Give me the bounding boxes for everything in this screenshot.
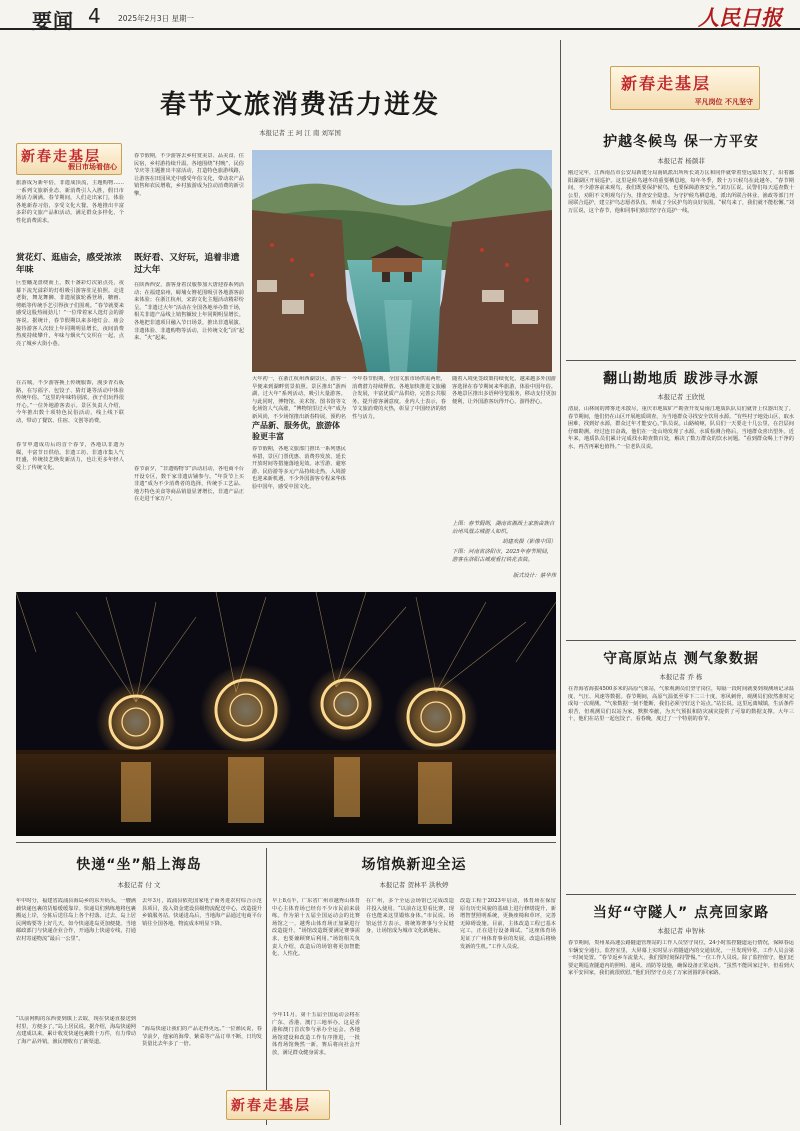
badge-subtitle: 平凡岗位 不凡坚守 <box>694 98 753 106</box>
article-text: 年中时分，福建省霞浦县海岛乡的东升码头，一艘满载快递包裹的货船缓缓靠岸。快递员们熟练地将包裹搬运上岸，分拣后送往岛上各个村落。过去，岛上居民网购要等上好几天，如今快递进岛更加便捷。当地邮政部门与快递企业合作，开通海上快递专线，打通农村寄递物流“最后一公里”。 <box>16 898 136 942</box>
photo-caption-top: 上图：春节假期，湖南省湘西土家族苗族自治州凤凰古城游人如织。 <box>452 521 555 535</box>
horizontal-divider <box>566 894 796 895</box>
main-headline: 春节文旅消费活力迸发 <box>159 90 440 120</box>
badge-subtitle: 假日市场看信心 <box>68 163 117 171</box>
article-byline: 本报记者 贺林平 洪秋婷 <box>379 881 449 889</box>
article-text: 今年11月，第十五届全国运动会将在广东、香港、澳门三地举办。这是香港和澳门首次参与承办全运会。各地场馆建设和改造工作有序推进，一批体育场馆焕然一新，赛后将向社会开放，满足群众健身需求。 <box>272 1012 360 1056</box>
section-head-products: 产品新、服务优，旅游体验更丰富 <box>252 421 340 441</box>
article-title-express: 快递“坐”船上海岛 <box>76 857 202 873</box>
article-text: 春节假期，不少游客去乡村赏美景、品美食、住民宿，乡村游持续升温。各地围绕“村晚”、民俗节庆等主题推出丰富活动，打造特色旅游线路，让游客在田园风光中感受年俗文化，带动农产品销售和农民增收，乡村旅游成为拉动消费的新引擎。 <box>134 153 244 197</box>
horizontal-divider <box>566 360 796 361</box>
article-text: 在广州，多个全运会场馆已完成改造并投入使用。“以前在这里看比赛，现在也能来这里锻炼身体。”市民说。场馆运营方表示，将统筹赛事与全民健身，让场馆成为城市文化新地标。 <box>366 898 454 935</box>
column-divider <box>560 40 561 1125</box>
page-number: 4 <box>88 4 101 28</box>
article-text: 刚过完年，江西南昌市公安局新建分局南矶派出所所长刘万匡和同伴就带着望远镜出发了，沿着鄱阳湖湖区开展巡护。这里是候鸟越冬的重要栖息地，每年冬季，数十万只候鸟在此越冬。“春节期间，不少游客前来观鸟，我们既要保护候鸟，也要保障游客安全。”刘万匡说。民警们每天巡查数十公里，劝阻不文明观鸟行为，排查安全隐患。为守护候鸟栖息地，派出所联合林业、渔政等部门开展联合巡护，建立护鸟志愿者队伍，形成了全民护鸟的良好氛围。“候鸟来了，我们就不能松懈。”刘万匡说，这个春节，他和同事们依旧坚守在巡护一线。 <box>568 170 794 214</box>
article-text: 早上8点半，广东省广州市越秀山体育中心主体育场已经有不少市民前来晨练。作为第十五届全国运动会的比赛场馆之一，越秀山体育场正加紧进行改造提升。“场馆改造既要满足赛事需求，也要兼顾赛后利用。”场馆相关负责人介绍，改造后的场馆将更加智能化、人性化。 <box>272 898 360 958</box>
article-text: “海岛快递让我们的产品走得更远。”一位渔民说，春节前夕，他家的海带、紫菜等产品订单不断，日均发货量比去年多了一倍。 <box>142 1026 262 1048</box>
iron-flower-image <box>16 592 556 836</box>
article-title-tunnel: 当好“守隧人” 点亮回家路 <box>592 905 770 921</box>
new-spring-badge-bottom <box>226 1090 330 1120</box>
badge-title: 新春走基层 <box>231 1098 311 1114</box>
article-text: 大年初一，在浙江杭州西湖景区，游客一早便来到湖畔赏景拍照。景区推出“游西湖、过大年”系列活动，吸引大量游客。与此同时，博物馆、美术馆、图书馆等文化场馆人气高涨，“博物馆里过大年”成为新风尚，不少场馆推出新春特展，预约名 <box>252 376 346 420</box>
article-text: 春节申遗成功后的首个春节，各地以非遗为媒，丰富节日供给。非遗工坊、非遗市集人气旺盛，传统技艺焕发新活力，也让更多年轻人爱上了传统文化。 <box>16 442 124 471</box>
section-head-heritage: 既好看、又好玩，追着非遗过大年 <box>134 253 240 275</box>
photo-fenghuang-town <box>252 150 552 372</box>
article-text: 春节假期，各地文旅部门推出一系列惠民举措，景区门票优惠、消费券发放、延长开放时间等措施落地见效。冰雪游、避寒游、民俗游等多元产品持续走热，入境游也迎来新机遇，不少外国游客专程来华体验中国年，感受中国文化。 <box>252 446 346 490</box>
article-text: 巨型蟠龙盘绕而上，数十盏彩灯次第点亮，夜幕下流光溢彩的灯组吸引游客驻足拍照。走进老街，舞龙舞狮、非遗展演轮番登场，糖画、剪纸等传统手艺引得孩子们围观。“春节就要来感受这股热闹劲儿！”一位带着家人逛灯会的游客说。据统计，春节假期以来多地灯会、庙会接待游客人次较上年同期明显增长，夜间消费热度持续攀升，年味与烟火气交织在一起，点亮了城乡大街小巷。 <box>16 280 124 347</box>
layout-designer-credit: 版式设计：蔡华伟 <box>512 573 556 579</box>
article-byline: 本报记者 付 文 <box>117 881 161 889</box>
article-text: 改造工程于2023年启动，体育场在保留原有历史风貌的基础上进行修缮提升，新增智慧照明系统，更换座椅和草坪，完善无障碍设施。目前，主体改造工程已基本完工，正在进行设备调试。“这座体育场见证了广州体育事业的发展，改造后将焕发新的生机。”工作人员说。 <box>460 898 556 950</box>
article-text: 在青海省海拔4500多米的高原气象站，气象观测员们坚守岗位，每隔一段时间就要到观测场记录温度、气压、风速等数据。春节期间，高原气温低至零下二三十度，寒风刺骨，观测员们依然准时完成每一次观测。“气象数据一刻不能断，我们必须守好这个站点。”站长说。这里远离城镇，生活条件艰苦，但观测员们以站为家，默默奉献，为天气预报和防灾减灾提供了可靠的数据支撑。大年三十，他们在站里一起包饺子、看春晚，度过了一个特别的春节。 <box>568 686 794 723</box>
masthead <box>0 0 800 33</box>
article-text: 随着入境免签政策持续优化，越来越多外国游客选择在春节期间来华旅游，体验中国年俗。各地景区推出多语种导览服务，移动支付更加便利，让外国游客玩得开心、游得舒心。 <box>452 376 556 405</box>
horizontal-divider <box>566 640 796 641</box>
article-title-venues: 场馆焕新迎全运 <box>361 857 467 873</box>
section-name: 要闻 <box>32 9 74 33</box>
article-title-birds: 护越冬候鸟 保一方平安 <box>603 134 759 150</box>
main-byline: 本报记者 王 珂 江 南 刘军国 <box>259 129 341 137</box>
column-divider <box>266 848 267 1125</box>
new-spring-badge-right <box>610 66 760 110</box>
article-title-weather: 守高原站点 测气象数据 <box>603 651 759 667</box>
badge-title: 新春走基层 <box>21 149 101 165</box>
article-title-geology: 翻山勘地质 跋涉寻水源 <box>603 371 759 387</box>
article-text: 春节期间，贵州某高速公路隧道管理站的工作人员坚守岗位，24小时监控隧道运行情况，保障春运车辆安全通行。监控室里，大屏幕上实时显示着隧道内的交通状况，一旦发现异常，工作人员会第一时间处置。“春节返乡车流量大，我们要时刻保持警惕。”一位工作人员说。除了监控值守，他们还要定期巡查隧道内的照明、通风、消防等设施，确保设备正常运转。“虽然不能回家过年，但看到大家平安回家，我们就很欣慰。”他们用坚守点亮了万家团圆的回家路。 <box>568 940 794 977</box>
town-image <box>252 150 552 372</box>
section-head-lanterns: 赏花灯、逛庙会，感受浓浓年味 <box>16 253 122 275</box>
photo-iron-flowers <box>16 592 556 836</box>
article-byline: 本报记者 申智林 <box>657 927 705 935</box>
issue-date: 2025年2月3日 星期一 <box>118 14 195 23</box>
article-text: 去年3月，霞浦县依托国家电子商务进农村综合示范县项目，投入资金建设县级物流配送中心，改造提升乡镇服务站。快递进岛后，当地海产品通过电商平台销往全国各地，物流成本明显下降。 <box>142 898 262 927</box>
photo-credit-top: 胡建欢摄（影像中国） <box>502 539 556 545</box>
article-text: 今年春节假期，全国文旅市场供需两旺，消费潜力持续释放。各地加快推进文旅融合发展，丰富优质产品供给，完善公共服务，提升游客满意度。业内人士表示，春节文旅消费的火热，彰显了中国经济的韧性与活力。 <box>352 376 446 420</box>
newspaper-logo: 人民日报 <box>698 5 782 30</box>
article-text: 在古城，不少游客换上传统服饰，漫步青石板路，在写福字、包饺子、猜灯谜等活动中体验传统年俗。“这里的年味特别浓，孩子们玩得很开心。”一位外地游客表示。景区负责人介绍，今年推出数十项特色民俗活动，线上线下联动，带动了餐饮、住宿、文创等消费。 <box>16 380 124 424</box>
article-byline: 本报记者 乔 栋 <box>659 673 703 681</box>
photo-caption-bottom: 下图：河南省洛阳市，2025年春节期间，游客在洛阳古城观看打铁花表演。 <box>452 549 552 563</box>
new-spring-badge <box>16 143 122 175</box>
main-intro: 旅游成为新年俗，非遗成顶流，主题购物…… 一系列文旅新业态、新消费引人入胜，假日市场活力满满。春节期间，人们走出家门，体验各地新春习俗，享受文化大餐。各地推出丰富多彩的文旅产品和活动，满足群众多样化、个性化消费需求。 <box>16 180 124 224</box>
article-text: “以前网购的东西要到镇上去取，现在快递直接送到村里，方便多了。”岛上居民说。据介绍，海岛快递网点建成以来，累计收发快递包裹数十万件，有力带动了海产品外销，渔民增收有了新渠道。 <box>16 1016 136 1045</box>
article-text: 春节前夕，“非遗购物节”活动启动，各电商平台开设专区，数千家非遗店铺参与。“年货节上买非遗”成为不少消费者的选择，传统手工艺品、地方特色美食等商品销量显著增长，非遗产品正在走进千家万户。 <box>134 466 244 503</box>
badge-title: 新春走基层 <box>621 74 712 93</box>
horizontal-divider <box>16 842 556 843</box>
article-text: 清晨，山林间的薄雾还未散尽，重庆市地质矿产勘查开发局南江地质队队员们就背上仪器出发了。春节期间，他们仍在山区开展地质调查，为当地群众寻找安全饮用水源。“有些村子地处山区，取水困难，找到好水源，群众过年才能安心。”队员说。山路崎岖，队员们一天要走十几公里，在岩层间仔细勘测。经过连日奋战，他们在一处山坳发现了水源，水质检测合格后，当地群众喜出望外。近年来，地质队员们累计完成找水勘查数百处，解决了数万群众的饮水问题。“看到群众喝上干净的水，再苦再累也值得。”一位老队员说。 <box>568 406 794 450</box>
article-text: 在陕西西安，游客身着汉服参加大唐迎春系列活动；在福建泉州，蟳埔女簪花围吸引各地游客前来体验；在浙江杭州，宋韵文化主题活动精彩纷呈。“非遗过大年”活动在全国各地举办数千场，相关非遗产品线上销售额较上年同期明显增长。各地把非遗项目融入节日场景，推出非遗展演、非遗体验、非遗购物等活动，让传统文化“活”起来、“火”起来。 <box>134 282 244 342</box>
article-byline: 本报记者 王欣悦 <box>657 393 705 401</box>
article-byline: 本报记者 杨颜菲 <box>657 157 705 165</box>
